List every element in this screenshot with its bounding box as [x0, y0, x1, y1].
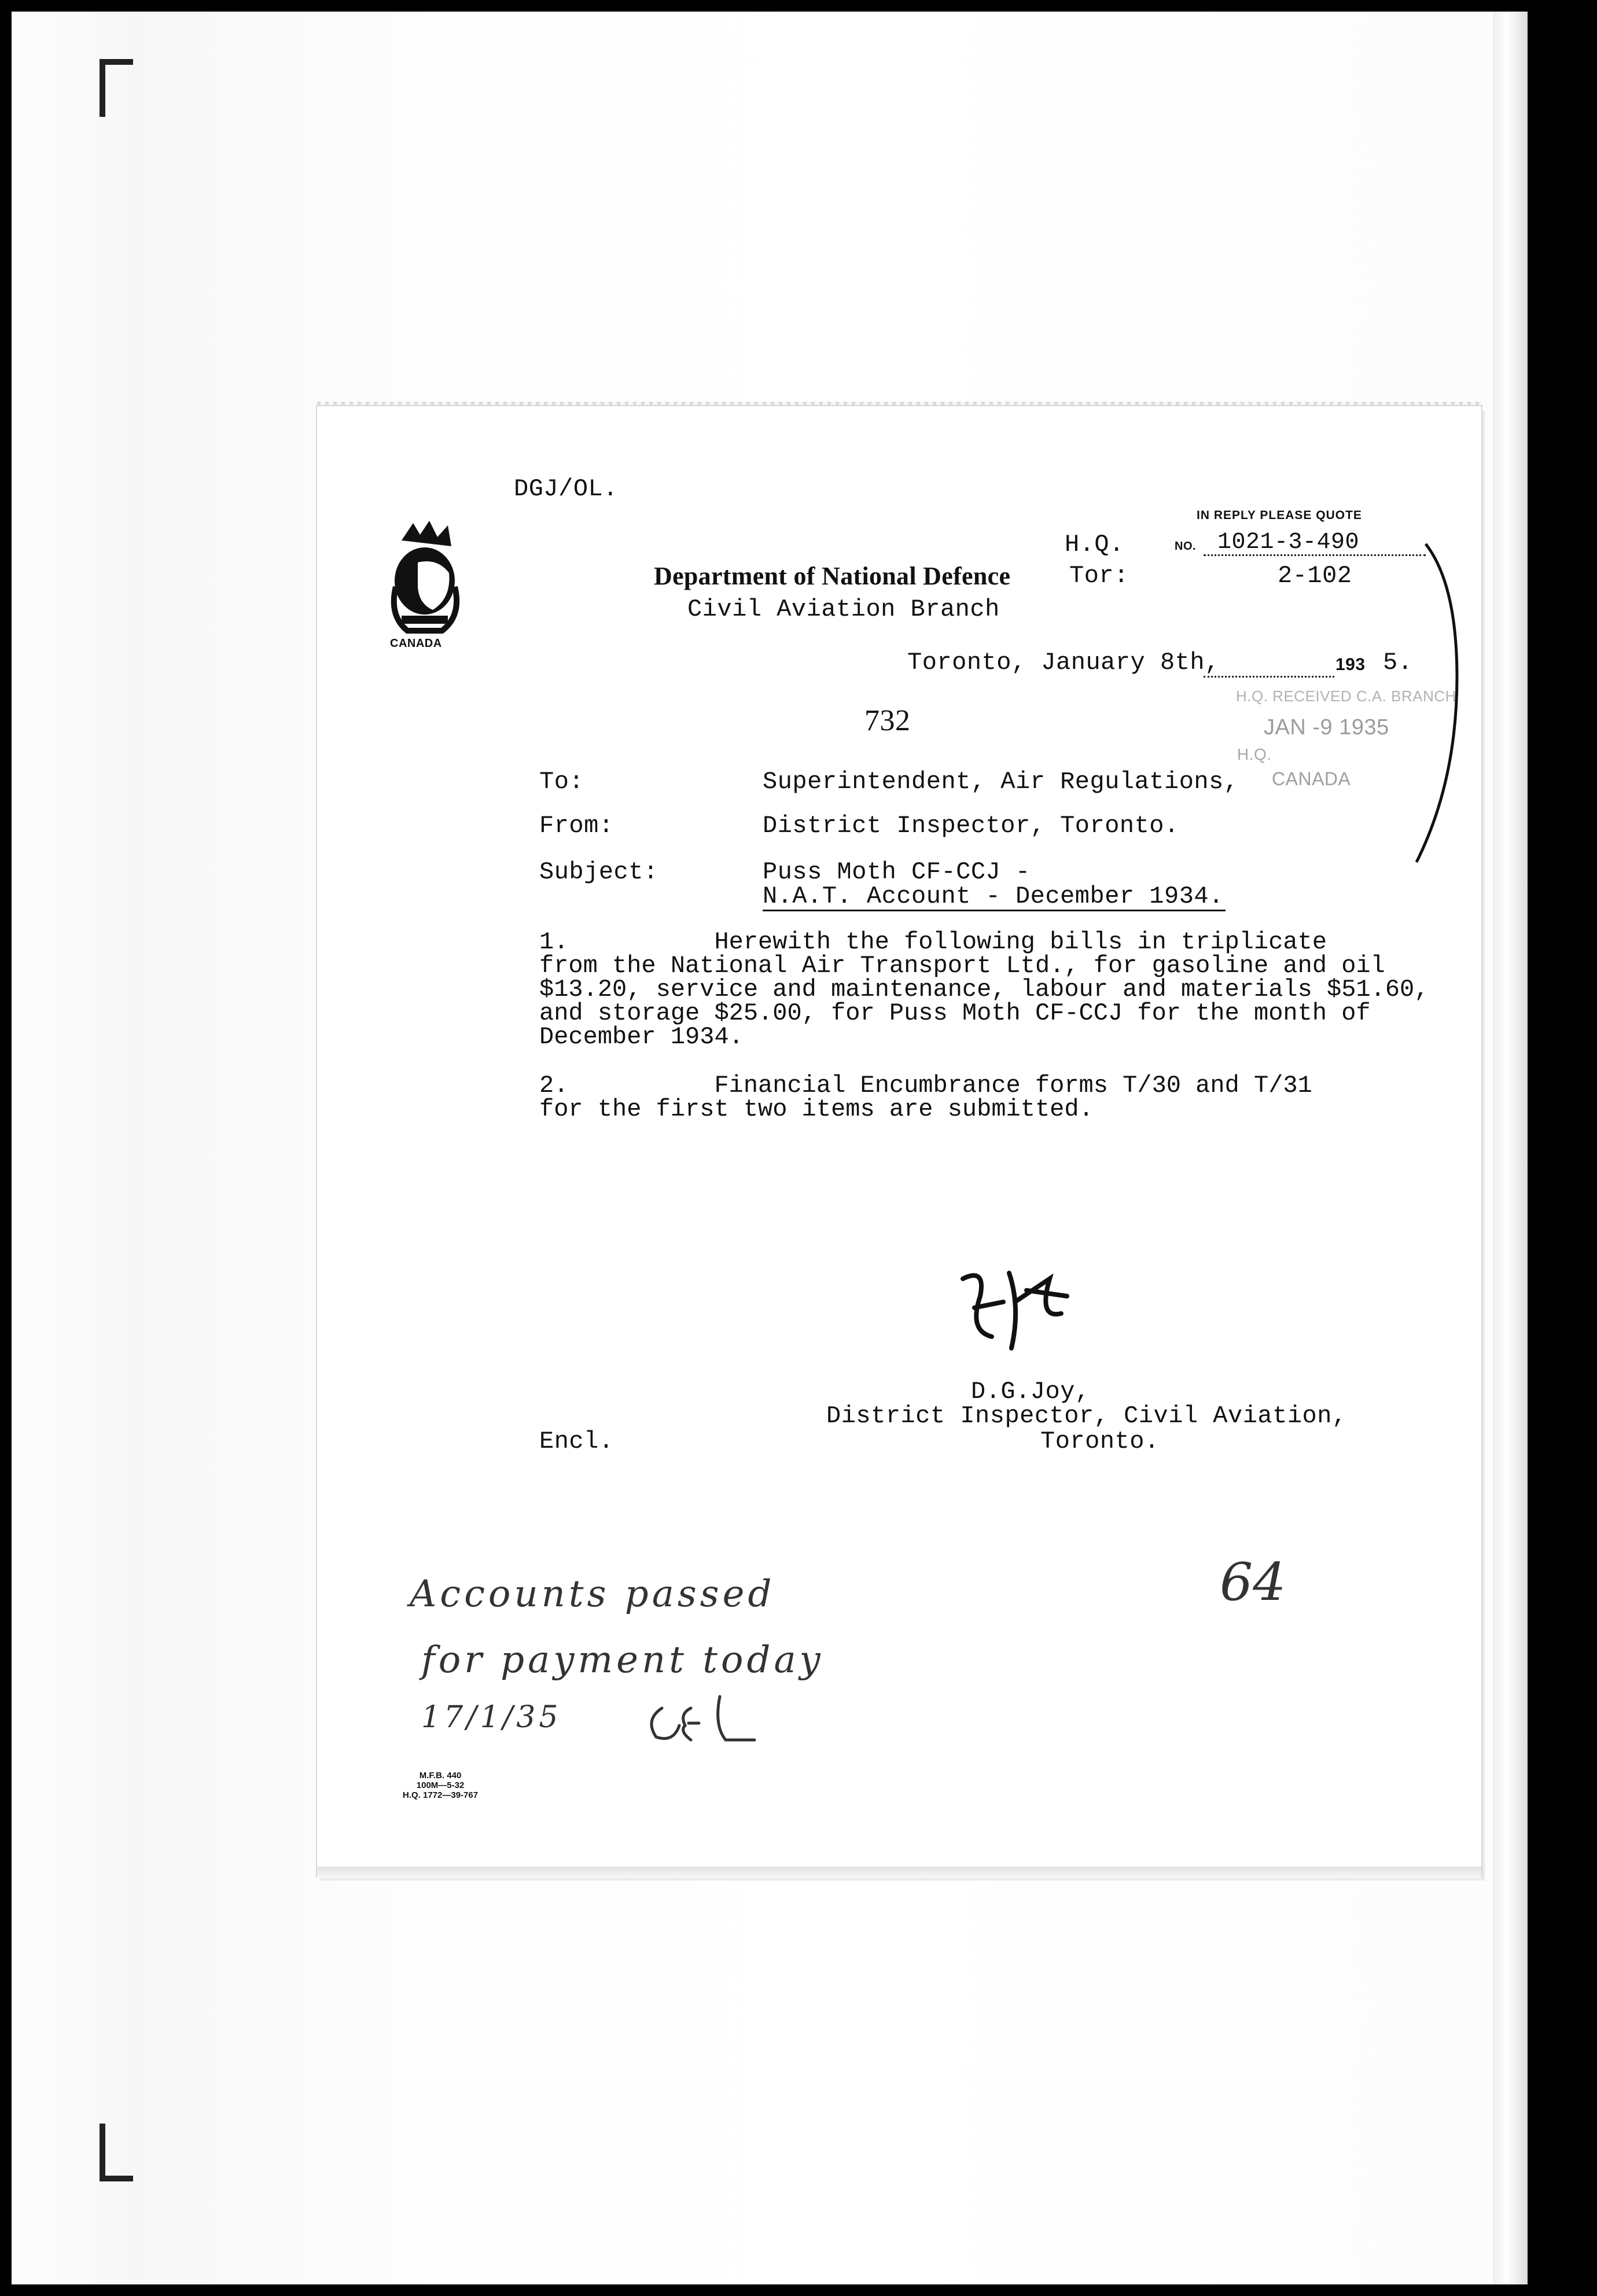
- letter-sheet: [317, 406, 1481, 1876]
- file-number: 732: [864, 704, 911, 737]
- signer-name: D.G.Joy,: [971, 1378, 1090, 1405]
- dotted-rule: [1204, 676, 1334, 678]
- stamp-text: H.Q.: [1237, 745, 1272, 763]
- branch-name: Civil Aviation Branch: [687, 595, 1000, 623]
- department-name: Department of National Defence: [654, 562, 1011, 590]
- crop-mark-bottom-left: [100, 2124, 133, 2181]
- stamp-text: H.Q. RECEIVED C.A. BRANCH: [1236, 687, 1456, 705]
- form-code-line: 100M—5-32: [416, 1780, 465, 1790]
- signature-initials: [951, 1256, 1079, 1360]
- sheet-bottom-edge: [317, 1867, 1481, 1878]
- to-value: Superintendent, Air Regulations,: [763, 768, 1239, 796]
- stamp-text: CANADA: [1272, 768, 1351, 789]
- number-label: NO.: [1175, 540, 1197, 553]
- toronto-file-number: 2-102: [1278, 562, 1352, 590]
- subject-line: Puss Moth CF-CCJ -: [763, 858, 1031, 886]
- from-value: District Inspector, Toronto.: [763, 812, 1179, 840]
- signer-place: Toronto.: [1040, 1427, 1160, 1455]
- signer-title: District Inspector, Civil Aviation,: [826, 1402, 1347, 1430]
- reply-quote-caption: IN REPLY PLEASE QUOTE: [1197, 509, 1362, 522]
- enclosure-note: Encl.: [539, 1427, 614, 1455]
- film-edge: [1493, 12, 1528, 2284]
- year-suffix: 5.: [1383, 649, 1413, 676]
- subject-underline: [763, 910, 1226, 911]
- to-label: To:: [539, 768, 584, 796]
- reference-code: DGJ/OL.: [514, 475, 618, 503]
- paragraph-1: 1. Herewith the following bills in triplicate from the National Air Transport Ltd., for gasoline and oil $13.20, service and maintenance, labour and materials $51.60, and storage $25.00, for Puss Moth CF-CCJ for the month of December 1934.: [539, 928, 1429, 1051]
- margin-number: 64: [1220, 1552, 1286, 1613]
- form-code: [403, 1771, 478, 1800]
- coat-of-arms-icon: [384, 517, 465, 639]
- year-prefix: 193: [1335, 655, 1366, 674]
- form-code-line: M.F.B. 440: [419, 1771, 462, 1780]
- handwritten-note: for payment today: [421, 1639, 824, 1681]
- paragraph-2: 2. Financial Encumbrance forms T/30 and T/31 for the first two items are submitted.: [539, 1072, 1312, 1123]
- toronto-label: Tor:: [1069, 562, 1129, 590]
- subject-label: Subject:: [539, 858, 658, 886]
- handwritten-date: 17/1/35: [421, 1700, 562, 1735]
- handwritten-note: Accounts passed: [410, 1573, 775, 1616]
- form-code-line: H.Q. 1772—39-767: [403, 1790, 479, 1800]
- stamp-date: JAN -9 1935: [1264, 715, 1389, 739]
- crop-mark-top-left: [100, 59, 133, 117]
- hq-label: H.Q.: [1065, 531, 1124, 558]
- from-label: From:: [539, 812, 614, 840]
- received-stamp: [1231, 689, 1457, 804]
- place-date: Toronto, January 8th,: [907, 649, 1220, 676]
- crest-label: CANADA: [390, 637, 442, 650]
- hq-file-number: 1021-3-490: [1217, 529, 1360, 555]
- subject-line: N.A.T. Account - December 1934.: [763, 882, 1224, 910]
- handwritten-initials: [639, 1691, 766, 1749]
- film-border: [1528, 0, 1597, 2296]
